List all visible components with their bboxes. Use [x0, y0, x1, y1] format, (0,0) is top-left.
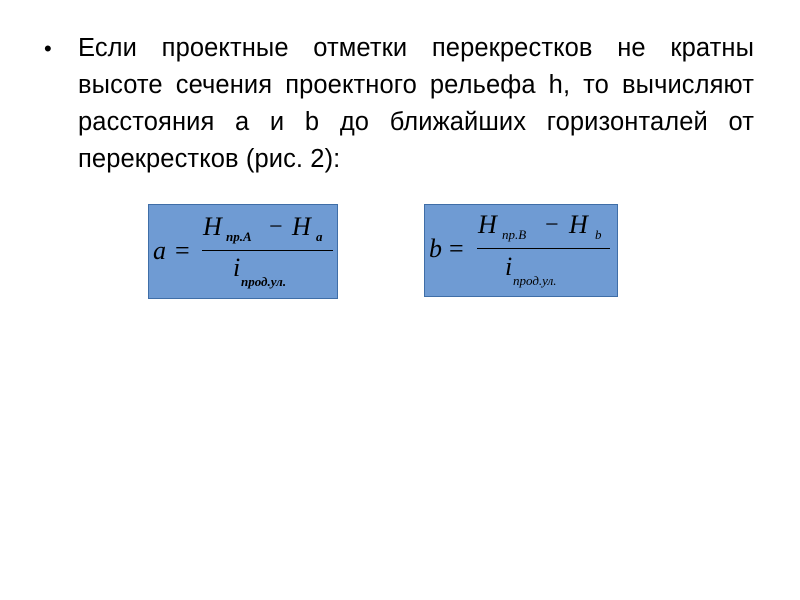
- formula-a-num-sub1: пр.A: [226, 229, 252, 244]
- formula-a-fraction-line: [202, 250, 333, 251]
- formula-a-box: [148, 204, 338, 299]
- formula-b-num-sub2: b: [595, 227, 602, 242]
- formula-b-den-sub: прод.ул.: [513, 273, 557, 288]
- formula-a-minus: −: [269, 214, 283, 240]
- formula-b-num-h1: H: [478, 210, 497, 239]
- formula-b-fraction-line: [477, 248, 610, 249]
- bullet-item: [44, 30, 754, 178]
- formula-a-lhs: a: [153, 236, 166, 265]
- formula-b-box: [424, 204, 618, 297]
- formula-b-num-sub1: пр.B: [502, 227, 527, 242]
- formula-a-num-h1: H: [203, 212, 222, 241]
- bullet-text: Если проектные отметки перекрестков не кратны высоте сечения проектного рельефа h, то вычисляют расстояния a и b до ближайших горизонталей от перекрестков (рис. 2):: [78, 34, 754, 173]
- formula-b-num-h2: H: [569, 210, 588, 239]
- formula-a-equals: =: [175, 236, 190, 265]
- formula-b-den-i: i: [505, 252, 513, 281]
- formula-a-num-sub2: a: [316, 229, 323, 244]
- formula-a: [149, 205, 337, 298]
- formula-b-equals: =: [449, 234, 464, 263]
- formula-a-num-h2: H: [292, 212, 311, 241]
- formula-b-minus: −: [545, 212, 559, 238]
- formula-a-den-sub: прод.ул.: [241, 274, 287, 289]
- bullet-point-icon: •: [44, 36, 52, 61]
- formula-b-lhs: b: [429, 234, 442, 263]
- formula-a-den-i: i: [233, 253, 241, 282]
- formula-b: [425, 205, 617, 296]
